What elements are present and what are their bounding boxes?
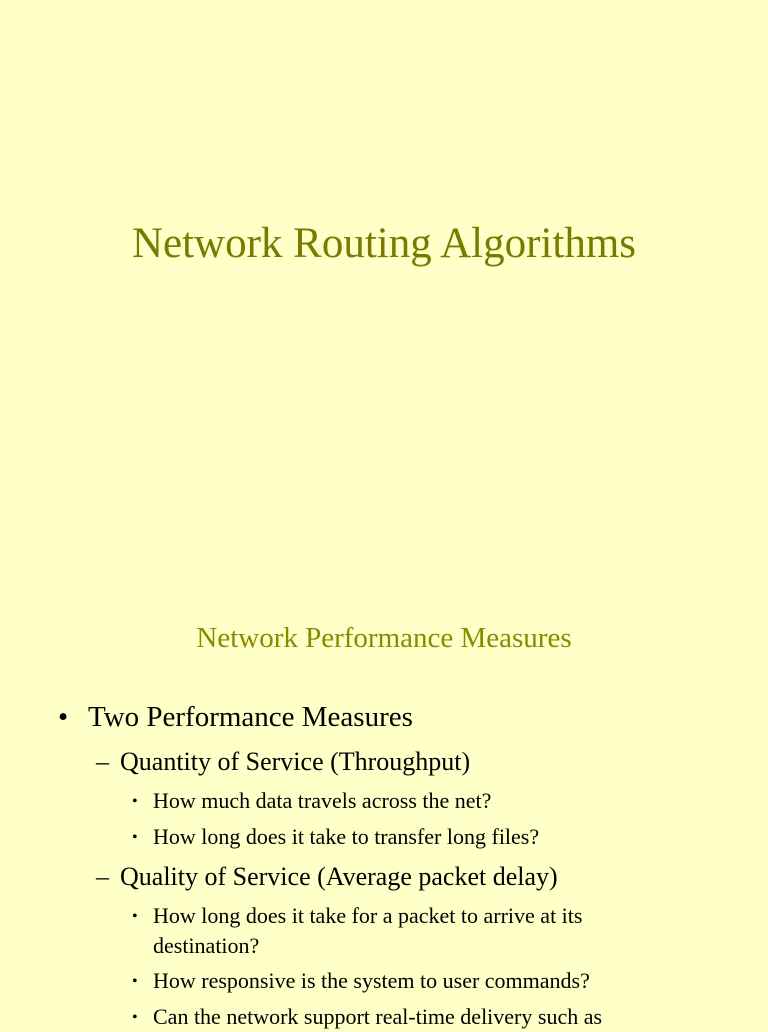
- bullet-level3-data-travel: [132, 786, 491, 816]
- bullet-level3-responsiveness: [132, 966, 590, 996]
- bullet-marker: •: [132, 829, 138, 846]
- section-title: Network Performance Measures: [196, 622, 572, 654]
- bullet-marker: •: [132, 908, 138, 925]
- bullet-text: Can the network support real-time delivery such as: [153, 1004, 603, 1029]
- bullet-marker: •: [132, 973, 138, 990]
- bullet-level2-quantity: [96, 747, 470, 777]
- bullet-marker: •: [58, 701, 69, 733]
- bullet-marker: •: [132, 793, 138, 810]
- bullet-level1-two-measures: [58, 700, 413, 734]
- bullet-text: Two Performance Measures: [88, 701, 413, 733]
- dash-marker: –: [96, 747, 109, 776]
- bullet-text-continued: destination?: [153, 933, 260, 958]
- slide-title: Network Routing Algorithms: [131, 220, 637, 267]
- bullet-text: How much data travels across the net?: [153, 788, 492, 813]
- bullet-level2-quality: [96, 862, 558, 892]
- bullet-marker: •: [132, 1009, 138, 1026]
- bullet-level3-realtime: [132, 1002, 602, 1032]
- bullet-text: How long does it take for a packet to arrive at its: [153, 903, 583, 928]
- bullet-level3-packet-arrival: [132, 901, 582, 960]
- dash-marker: –: [96, 862, 109, 891]
- bullet-text: Quality of Service (Average packet delay): [120, 862, 558, 891]
- bullet-text: How long does it take to transfer long files?: [153, 824, 540, 849]
- bullet-level3-transfer-time: [132, 822, 539, 852]
- bullet-text: How responsive is the system to user commands?: [153, 968, 590, 993]
- bullet-text: Quantity of Service (Throughput): [120, 747, 471, 776]
